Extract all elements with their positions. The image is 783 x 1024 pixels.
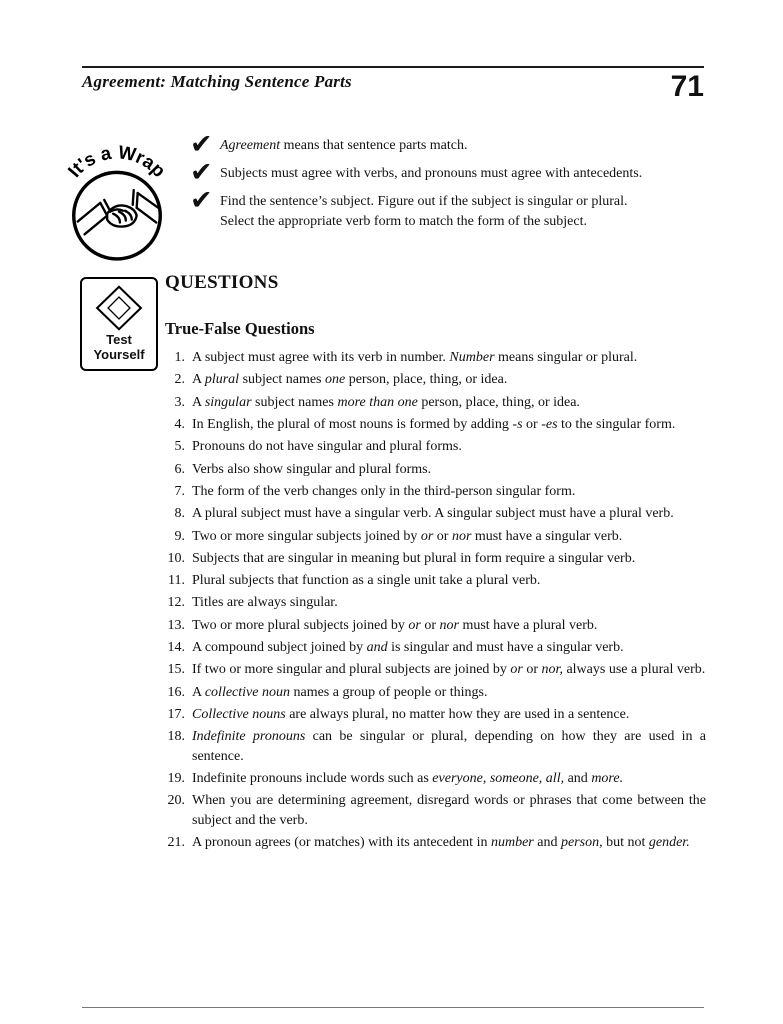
text: must have a plural verb. — [458, 617, 598, 633]
text: subject names — [251, 394, 338, 410]
italic-text: and — [366, 640, 388, 656]
question-number: 3. — [174, 394, 185, 410]
italic-text: -es — [541, 416, 558, 432]
question-item — [158, 833, 706, 852]
check-text — [220, 162, 702, 184]
handshake-drawing — [78, 190, 159, 234]
text: are always plural, no matter how they are used in a sentence. — [285, 707, 630, 722]
question-text — [192, 504, 706, 523]
text: Select the appropriate verb form to match the form of the subject. — [220, 214, 587, 230]
page-number: 71 — [670, 70, 704, 103]
text: When you are determining agreement, disregard words or phrases that come between the subject and the verb. — [192, 793, 706, 828]
test-yourself-label-line1: Test — [106, 332, 132, 347]
question-text — [192, 791, 706, 830]
text: person, place, thing, or idea. — [417, 394, 580, 410]
question-item — [158, 348, 706, 367]
test-yourself-badge — [80, 277, 158, 371]
question-text — [192, 393, 706, 412]
italic-text: Indefinite pronouns — [192, 729, 306, 745]
italic-text: nor — [439, 617, 459, 633]
its-a-wrap-handshake-icon — [58, 124, 176, 266]
italic-text: Collective nouns — [192, 707, 286, 722]
text: A — [192, 394, 205, 410]
text: A subject must agree with its verb in number. — [192, 350, 450, 365]
question-text — [192, 460, 706, 479]
question-number: 9. — [174, 528, 185, 544]
question-item — [158, 549, 706, 568]
question-text — [192, 683, 706, 702]
question-number: 18. — [167, 729, 185, 745]
checkmark-icon: ✔ — [190, 129, 213, 160]
italic-text: person, — [560, 834, 603, 850]
test-yourself-label-line2: Yourself — [93, 346, 145, 362]
question-text — [192, 549, 706, 568]
question-number: 5. — [174, 439, 185, 455]
text: to the singular form. — [557, 416, 676, 432]
question-item — [158, 638, 706, 657]
svg-text:It's a Wrap — [63, 141, 170, 181]
italic-text: plural — [204, 372, 240, 388]
text: or — [522, 416, 542, 432]
italic-text: or — [420, 528, 434, 544]
question-item — [158, 370, 706, 389]
question-number: 7. — [174, 483, 185, 499]
question-text — [192, 833, 706, 852]
italic-text: singular — [204, 394, 252, 410]
text: A — [192, 372, 205, 388]
italic-text: collective noun — [204, 684, 290, 700]
italic-text: Number — [449, 350, 495, 365]
italic-text: or — [510, 662, 523, 678]
question-number: 6. — [174, 461, 185, 477]
text: person, place, thing, or idea. — [345, 372, 508, 388]
text: names a group of people or things. — [289, 684, 488, 700]
text: must have a singular verb. — [471, 528, 623, 544]
check-item — [190, 157, 702, 188]
true-false-subheading: True-False Questions — [165, 319, 315, 338]
question-text — [192, 638, 706, 657]
question-item — [158, 415, 706, 434]
check-text — [220, 134, 702, 156]
question-number: 14. — [167, 640, 185, 656]
question-number: 20. — [167, 793, 185, 809]
question-item — [158, 705, 706, 724]
text: can be singular or plural, depending on how they are used in a sentence. — [192, 729, 706, 764]
italic-text: Agreement — [220, 138, 281, 153]
italic-text: -s — [512, 416, 523, 432]
question-number: 15. — [167, 662, 185, 678]
italic-text: nor — [451, 528, 472, 544]
question-text — [192, 527, 706, 546]
text: Verbs also show singular and plural forms. — [192, 461, 432, 477]
diamond-icon — [93, 283, 145, 333]
text: means that sentence parts match. — [280, 138, 468, 153]
text: is singular and must have a singular verb. — [387, 640, 624, 656]
question-item — [158, 437, 706, 456]
check-item — [190, 129, 702, 160]
question-text — [192, 616, 706, 635]
check-text — [220, 190, 702, 233]
question-item — [158, 791, 706, 830]
text: always use a plural verb. — [562, 662, 706, 678]
question-item — [158, 769, 706, 788]
text: but not — [602, 834, 649, 850]
questions-heading: QUESTIONS — [165, 272, 279, 293]
question-text — [192, 482, 706, 501]
text: Titles are always singular. — [192, 595, 338, 611]
question-number: 21. — [167, 834, 185, 850]
question-item — [158, 571, 706, 590]
text: Subjects must agree with verbs, and pronouns must agree with antecedents. — [220, 166, 643, 181]
question-item — [158, 504, 706, 523]
italic-text: one — [325, 372, 346, 388]
text: A plural subject must have a singular verb. A singular subject must have a plural verb. — [192, 506, 674, 522]
italic-text: or — [408, 617, 421, 633]
italic-text: gender. — [648, 834, 690, 850]
question-text — [192, 370, 706, 389]
question-item — [158, 393, 706, 412]
checkmark-icon: ✔ — [190, 185, 213, 216]
question-text — [192, 348, 706, 367]
text: or — [522, 662, 542, 678]
text: Find the sentence’s subject. Figure out if the subject is singular or plural. — [220, 194, 628, 209]
question-number: 19. — [167, 770, 185, 786]
question-number: 13. — [167, 617, 185, 633]
question-item — [158, 727, 706, 766]
question-item — [158, 683, 706, 702]
checkmark-icon: ✔ — [190, 157, 213, 188]
question-item — [158, 460, 706, 479]
text: A — [192, 684, 205, 700]
question-number: 4. — [174, 416, 185, 432]
italic-text: more than one — [337, 394, 418, 410]
question-item — [158, 527, 706, 546]
question-number: 16. — [167, 684, 185, 700]
italic-text: more. — [591, 770, 624, 786]
text: Two or more singular subjects joined by — [192, 528, 421, 544]
text: The form of the verb changes only in the third-person singular form. — [192, 483, 576, 499]
question-text — [192, 593, 706, 612]
text: means singular or plural. — [494, 350, 638, 365]
text: Indefinite pronouns include words such as — [192, 770, 433, 786]
header-rule — [82, 66, 704, 68]
question-text — [192, 727, 706, 766]
question-text — [192, 571, 706, 590]
text: or — [420, 617, 440, 633]
question-number: 2. — [174, 372, 185, 388]
question-number: 12. — [167, 595, 185, 611]
question-item — [158, 616, 706, 635]
question-item — [158, 593, 706, 612]
question-number: 11. — [168, 573, 185, 589]
text: Subjects that are singular in meaning but plural in form require a singular verb. — [192, 550, 636, 566]
footer-rule — [82, 1007, 704, 1008]
question-number: 17. — [167, 707, 185, 722]
question-text — [192, 437, 706, 456]
page-title: Agreement: Matching Sentence Parts — [82, 72, 352, 91]
question-text — [192, 660, 706, 679]
italic-text: number — [490, 834, 534, 850]
text: A compound subject joined by — [192, 640, 367, 656]
text: Two or more plural subjects joined by — [192, 617, 409, 633]
its-a-wrap-label: It's a Wrap — [63, 141, 171, 182]
question-text — [192, 769, 706, 788]
text: Plural subjects that function as a single unit take a plural verb. — [192, 573, 541, 589]
question-number: 8. — [174, 506, 185, 522]
check-item — [190, 185, 702, 233]
italic-text: nor, — [541, 662, 563, 678]
text: In English, the plural of most nouns is formed by adding — [192, 416, 513, 432]
text: and — [564, 770, 592, 786]
text: A pronoun agrees (or matches) with its antecedent in — [192, 834, 491, 850]
question-number: 10. — [167, 550, 185, 566]
question-list — [158, 348, 706, 855]
text: If two or more singular and plural subjects are joined by — [192, 662, 511, 678]
text: or — [433, 528, 452, 544]
text: and — [533, 834, 561, 850]
text: Pronouns do not have singular and plural forms. — [192, 439, 462, 455]
question-item — [158, 660, 706, 679]
question-text — [192, 705, 706, 724]
question-text — [192, 415, 706, 434]
question-item — [158, 482, 706, 501]
text: subject names — [239, 372, 325, 388]
check-list — [190, 129, 702, 237]
italic-text: everyone, someone, all, — [432, 770, 565, 786]
question-number: 1. — [174, 350, 185, 365]
